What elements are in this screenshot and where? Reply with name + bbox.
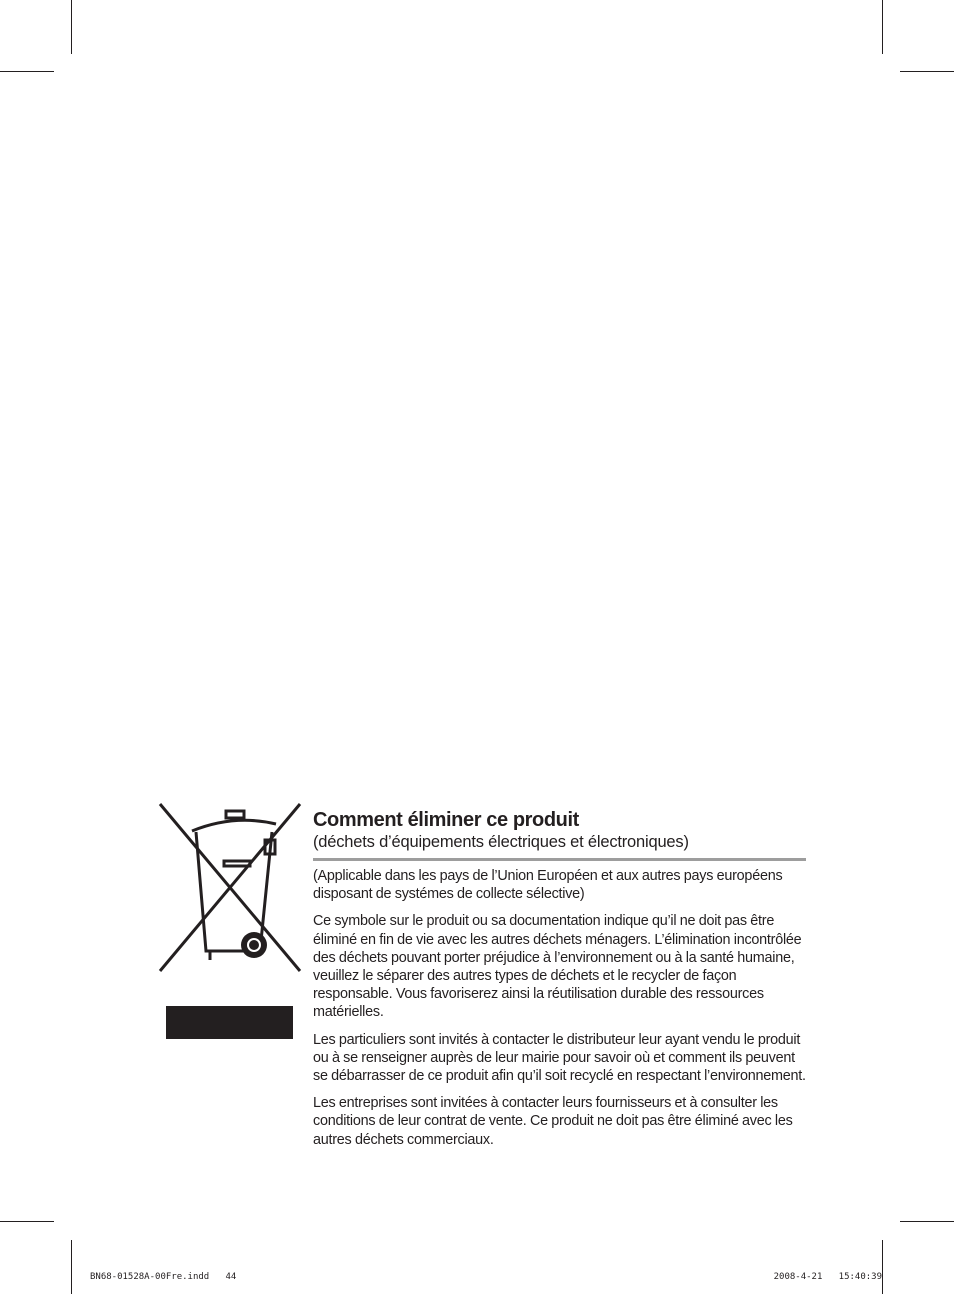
page-subtitle: (déchets d’équipements électriques et électroniques) — [313, 833, 689, 851]
crop-mark — [882, 0, 883, 54]
page-title: Comment éliminer ce produit — [313, 809, 579, 831]
paragraph-businesses: Les entreprises sont invitées à contacter leurs fournisseurs et à consulter les conditions de leur contrat de vente. Ce produit ne doit pas être éliminé avec les autres déchets commerciaux. — [313, 1095, 793, 1148]
paragraph-symbol-meaning: Ce symbole sur le produit ou sa documentation indique qu’il ne doit pas être éliminé en fin de vie avec les autres déchets ménagers. L’élimination incontrôlée des déchets pouvant porter préjudice à l’environnement ou à la santé humaine, veuillez le séparer des autres types de déchets et le recycler de façon responsable. Vous favoriserez ainsi la réutilisation durable des ressources matérielles. — [313, 913, 802, 1021]
crop-mark — [900, 71, 954, 72]
black-bar — [166, 1006, 293, 1039]
crop-mark — [71, 1240, 72, 1294]
crop-mark — [71, 0, 72, 54]
paragraph-individuals: Les particuliers sont invités à contacter le distributeur leur ayant vendu le produit ou à se renseigner auprès de leur mairie pour savoir où et comment ils peuvent se débarrasser de ce produit afin qu’il soit recyclé en respectant l’environnement. — [313, 1031, 806, 1085]
paragraph-applicability: (Applicable dans les pays de l’Union Européen et aux autres pays européens disposant de systémes de collecte sélective) — [313, 868, 783, 903]
print-timestamp: 2008-4-21 15:40:39 — [773, 1272, 882, 1282]
crossed-out-wheeled-bin-icon — [156, 800, 304, 975]
crop-mark — [900, 1221, 954, 1222]
file-info: BN68-01528A-00Fre.indd 44 — [90, 1272, 237, 1282]
content-column — [313, 808, 806, 1158]
crop-mark — [0, 1221, 54, 1222]
crop-mark — [882, 1240, 883, 1294]
title-rule — [313, 858, 806, 861]
crop-mark — [0, 71, 54, 72]
